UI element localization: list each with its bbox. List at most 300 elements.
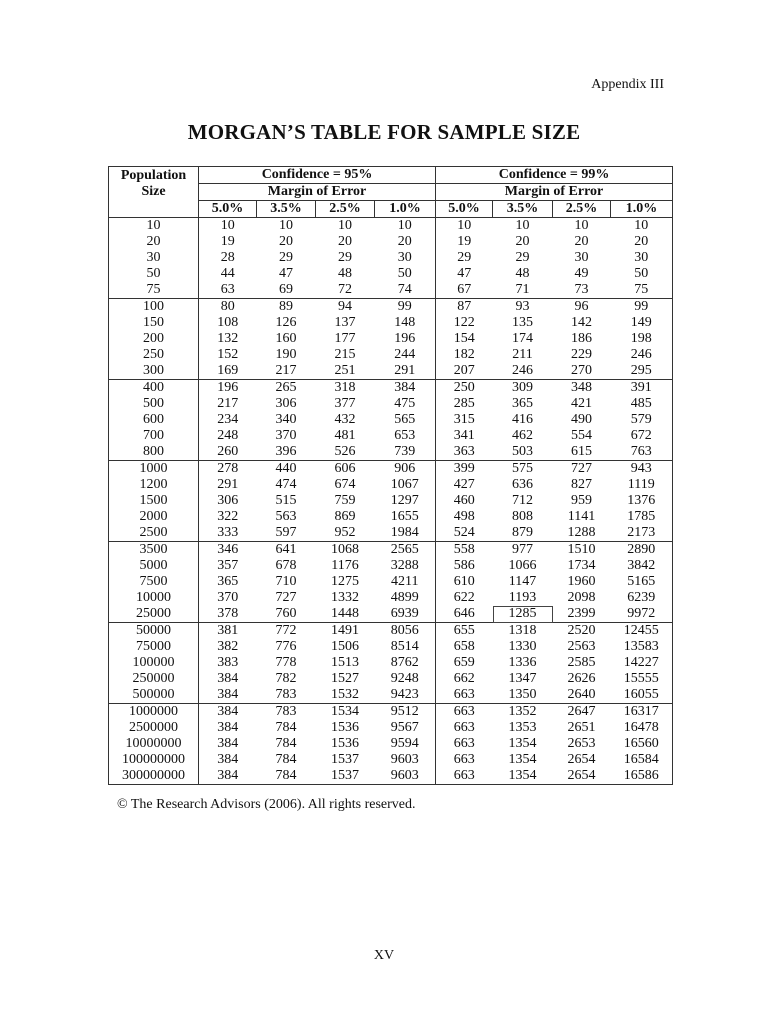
sample-size-cell: 30	[397, 250, 412, 265]
sample-size-cell: 1330	[508, 639, 537, 654]
sample-size-cell: 182	[436, 347, 493, 363]
sample-size-cell: 474	[275, 477, 297, 492]
population-cell: 200	[109, 331, 199, 347]
sample-size-cell: 30	[574, 250, 589, 265]
sample-size-cell: 29	[279, 250, 293, 265]
population-cell: 300	[109, 363, 199, 380]
sample-size-cell: 270	[553, 363, 611, 380]
sample-size-cell: 440	[275, 461, 297, 476]
sample-size-cell: 9603	[390, 752, 419, 767]
sample-size-cell: 69	[257, 282, 316, 299]
sample-size-cell: 427	[436, 477, 493, 493]
sample-size-cell: 47	[279, 266, 293, 281]
sample-size-cell: 2520	[567, 623, 596, 638]
sample-size-cell: 9423	[375, 687, 436, 704]
population-cell: 1000000	[109, 704, 199, 721]
sample-size-cell: 1068	[331, 542, 359, 557]
sample-size-cell: 1655	[390, 509, 419, 524]
sample-size-cell: 659	[436, 655, 493, 671]
table-row	[109, 299, 673, 316]
sample-size-cell: 485	[630, 396, 652, 411]
sample-size-cell: 322	[217, 509, 239, 524]
sample-size-cell: 663	[436, 704, 493, 721]
table-row	[109, 752, 673, 768]
sample-size-cell: 370	[275, 428, 297, 443]
population-cell: 700	[109, 428, 199, 444]
population-cell: 30	[109, 250, 199, 266]
sample-size-cell: 19	[220, 234, 235, 249]
confidence-99-header: Confidence = 99%	[436, 167, 673, 184]
sample-size-cell: 122	[436, 315, 493, 331]
margin-of-error-header-99: Margin of Error	[436, 184, 673, 201]
margin-of-error-header-95: Margin of Error	[199, 184, 436, 201]
sample-size-cell: 126	[275, 315, 297, 330]
sample-size-cell: 653	[394, 428, 416, 443]
sample-size-cell: 384	[217, 768, 239, 783]
sample-size-cell: 663	[436, 720, 493, 736]
sample-size-cell: 9248	[390, 671, 419, 686]
sample-size-cell: 1534	[331, 704, 359, 719]
sample-size-cell: 152	[217, 347, 239, 362]
sample-size-cell: 658	[436, 639, 493, 655]
population-cell: 50	[109, 266, 199, 282]
sample-size-cell: 99	[397, 299, 412, 314]
sample-size-cell: 396	[257, 444, 316, 461]
sample-size-cell: 13583	[623, 639, 659, 654]
sample-size-cell: 16055	[611, 687, 673, 704]
sample-size-cell: 160	[275, 331, 297, 346]
sample-size-cell: 1297	[390, 493, 419, 508]
sample-size-cell: 1354	[508, 736, 537, 751]
sample-size-cell: 2563	[567, 639, 596, 654]
sample-size-cell: 565	[394, 412, 416, 427]
sample-size-cell: 248	[217, 428, 239, 443]
sample-size-cell: 784	[275, 736, 297, 751]
sample-size-cell: 377	[334, 396, 356, 411]
sample-size-cell: 554	[571, 428, 593, 443]
sample-size-cell: 8056	[390, 623, 419, 638]
table-row	[109, 606, 673, 623]
sample-size-cell: 610	[436, 574, 493, 590]
sample-size-cell: 73	[553, 282, 611, 299]
sample-size-cell: 575	[512, 461, 534, 476]
sample-size-cell: 869	[334, 509, 356, 524]
sample-size-cell: 2654	[567, 752, 596, 767]
sample-size-cell: 217	[257, 363, 316, 380]
sample-size-cell: 763	[611, 444, 673, 461]
sample-size-cell: 135	[512, 315, 534, 330]
sample-size-cell: 432	[334, 412, 356, 427]
table-row	[109, 250, 673, 266]
sample-size-cell: 196	[217, 380, 239, 395]
sample-size-cell: 672	[630, 428, 652, 443]
table-body	[109, 218, 673, 785]
sample-size-cell: 75	[611, 282, 673, 299]
sample-size-cell: 30	[634, 250, 649, 265]
sample-size-cell: 2173	[611, 525, 673, 542]
sample-size-cell: 2565	[390, 542, 419, 557]
table-row	[109, 234, 673, 250]
sample-size-cell: 132	[217, 331, 239, 346]
sample-size-cell: 1734	[567, 558, 596, 573]
sample-size-cell: 384	[217, 671, 239, 686]
sample-size-cell: 1285	[493, 606, 553, 623]
sample-size-cell: 174	[512, 331, 534, 346]
sample-size-cell: 391	[630, 380, 652, 395]
sample-size-table	[108, 166, 673, 785]
table-row	[109, 623, 673, 640]
sample-size-cell: 597	[257, 525, 316, 542]
population-cell: 1200	[109, 477, 199, 493]
sample-size-cell: 1376	[627, 493, 656, 508]
sample-size-cell: 19	[436, 234, 493, 250]
sample-size-cell: 309	[512, 380, 534, 395]
sample-size-cell: 943	[630, 461, 652, 476]
population-cell: 2000	[109, 509, 199, 525]
sample-size-cell: 96	[574, 299, 589, 314]
sample-size-cell: 382	[217, 639, 239, 654]
sample-size-cell: 646	[436, 606, 493, 623]
sample-size-cell: 291	[217, 477, 239, 492]
sample-size-cell: 1176	[331, 558, 359, 573]
percent-header: 2.5%	[553, 201, 611, 218]
sample-size-cell: 421	[571, 396, 593, 411]
sample-size-cell: 348	[571, 380, 593, 395]
table-row	[109, 363, 673, 380]
sample-size-cell: 655	[436, 623, 493, 640]
sample-size-cell: 260	[199, 444, 257, 461]
sample-size-cell: 246	[630, 347, 652, 362]
sample-size-cell: 306	[275, 396, 297, 411]
sample-size-cell: 246	[493, 363, 553, 380]
sample-size-cell: 10	[515, 218, 530, 233]
sample-size-cell: 10	[397, 218, 412, 233]
sample-size-cell: 29	[515, 250, 530, 265]
sample-size-cell: 515	[275, 493, 297, 508]
sample-size-cell: 20	[634, 234, 649, 249]
sample-size-cell: 10	[279, 218, 293, 233]
sample-size-cell: 291	[375, 363, 436, 380]
table-row	[109, 412, 673, 428]
sample-size-cell: 778	[275, 655, 297, 670]
sample-size-cell: 727	[275, 590, 297, 605]
sample-size-cell: 784	[275, 768, 297, 783]
sample-size-cell: 1288	[553, 525, 611, 542]
sample-size-cell: 498	[436, 509, 493, 525]
sample-size-cell: 48	[515, 266, 530, 281]
sample-size-cell: 384	[217, 704, 239, 719]
sample-size-cell: 622	[436, 590, 493, 606]
sample-size-cell: 1354	[508, 752, 537, 767]
sample-size-cell: 2585	[567, 655, 596, 670]
population-cell: 250000	[109, 671, 199, 687]
table-row	[109, 687, 673, 704]
sample-size-cell: 1506	[331, 639, 359, 654]
sample-size-cell: 1354	[508, 768, 537, 783]
sample-size-cell: 10	[574, 218, 589, 233]
sample-size-cell: 177	[334, 331, 356, 346]
sample-size-cell: 285	[436, 396, 493, 412]
table-row	[109, 282, 673, 299]
population-cell: 600	[109, 412, 199, 428]
sample-size-cell: 2399	[553, 606, 611, 623]
sample-size-cell: 662	[436, 671, 493, 687]
sample-size-cell: 363	[436, 444, 493, 461]
population-cell: 20	[109, 234, 199, 250]
sample-size-cell: 1537	[331, 768, 359, 783]
population-cell: 500	[109, 396, 199, 412]
sample-size-cell: 384	[394, 380, 416, 395]
sample-size-cell: 1491	[331, 623, 359, 638]
sample-size-cell: 20	[279, 234, 293, 249]
sample-size-cell: 1350	[493, 687, 553, 704]
sample-size-cell: 4211	[391, 574, 419, 589]
sample-size-cell: 8514	[390, 639, 419, 654]
population-cell: 1500	[109, 493, 199, 509]
sample-size-cell: 50	[397, 266, 412, 281]
copyright-notice: © The Research Advisors (2006). All rights reserved.	[117, 797, 416, 812]
sample-size-cell: 190	[275, 347, 297, 362]
sample-size-cell: 20	[397, 234, 412, 249]
sample-size-cell: 169	[199, 363, 257, 380]
sample-size-cell: 3842	[627, 558, 656, 573]
sample-size-cell: 196	[394, 331, 416, 346]
population-cell: 250	[109, 347, 199, 363]
table-row	[109, 396, 673, 412]
sample-size-cell: 198	[630, 331, 652, 346]
sample-size-cell: 783	[275, 704, 297, 719]
sample-size-cell: 333	[199, 525, 257, 542]
sample-size-cell: 15555	[623, 671, 659, 686]
sample-size-cell: 1275	[331, 574, 359, 589]
sample-size-cell: 4899	[390, 590, 419, 605]
sample-size-cell: 1347	[508, 671, 537, 686]
sample-size-cell: 1785	[627, 509, 656, 524]
sample-size-cell: 663	[436, 752, 493, 768]
percent-header: 5.0%	[199, 201, 257, 218]
population-cell: 300000000	[109, 768, 199, 785]
sample-size-cell: 8762	[390, 655, 419, 670]
sample-size-cell: 306	[217, 493, 239, 508]
sample-size-cell: 9603	[390, 768, 419, 783]
population-cell: 2500	[109, 525, 199, 542]
sample-size-cell: 977	[512, 542, 534, 557]
sample-size-cell: 2651	[567, 720, 596, 735]
table-row	[109, 331, 673, 347]
sample-size-cell: 63	[199, 282, 257, 299]
population-cell: 10000000	[109, 736, 199, 752]
sample-size-cell: 2626	[567, 671, 596, 686]
sample-size-cell: 384	[217, 752, 239, 767]
population-header-line2: Size	[141, 184, 166, 199]
sample-size-cell: 1960	[567, 574, 596, 589]
sample-size-cell: 5165	[627, 574, 656, 589]
table-row	[109, 493, 673, 509]
sample-size-cell: 370	[217, 590, 239, 605]
sample-size-cell: 9594	[390, 736, 419, 751]
sample-size-cell: 784	[275, 752, 297, 767]
table-row	[109, 266, 673, 282]
population-cell: 50000	[109, 623, 199, 640]
sample-size-cell: 663	[436, 736, 493, 752]
sample-size-cell: 1537	[331, 752, 359, 767]
sample-size-cell: 772	[275, 623, 297, 638]
table-row	[109, 444, 673, 461]
page-number: XV	[373, 948, 395, 963]
sample-size-cell: 1532	[316, 687, 375, 704]
percent-header: 5.0%	[436, 201, 493, 218]
population-cell: 400	[109, 380, 199, 397]
sample-size-cell: 879	[493, 525, 553, 542]
sample-size-cell: 154	[436, 331, 493, 347]
sample-size-cell: 71	[493, 282, 553, 299]
sample-size-cell: 48	[338, 266, 352, 281]
sample-size-cell: 28	[220, 250, 235, 265]
sample-size-cell: 462	[512, 428, 534, 443]
sample-size-cell: 381	[217, 623, 239, 638]
sample-size-cell: 80	[220, 299, 235, 314]
sample-size-cell: 341	[436, 428, 493, 444]
sample-size-cell: 784	[275, 720, 297, 735]
table-row	[109, 525, 673, 542]
sample-size-cell: 384	[217, 736, 239, 751]
population-cell: 10	[109, 218, 199, 235]
sample-size-cell: 346	[217, 542, 239, 557]
sample-size-cell: 149	[630, 315, 652, 330]
sample-size-cell: 20	[574, 234, 589, 249]
sample-size-cell: 3288	[390, 558, 419, 573]
sample-size-cell: 215	[334, 347, 356, 362]
table-row	[109, 509, 673, 525]
sample-size-cell: 6239	[627, 590, 656, 605]
sample-size-cell: 50	[634, 266, 649, 281]
table-row	[109, 574, 673, 590]
sample-size-cell: 503	[493, 444, 553, 461]
sample-size-cell: 1536	[331, 720, 359, 735]
sample-size-cell: 2098	[567, 590, 596, 605]
sample-size-cell: 265	[275, 380, 297, 395]
sample-size-cell: 217	[217, 396, 239, 411]
page-title: MORGAN’S TABLE FOR SAMPLE SIZE	[187, 120, 581, 144]
table-row	[109, 542, 673, 559]
sample-size-cell: 1147	[508, 574, 537, 589]
percent-header: 1.0%	[611, 201, 673, 218]
sample-size-cell: 475	[394, 396, 416, 411]
population-cell: 2500000	[109, 720, 199, 736]
table-row	[109, 315, 673, 331]
sample-size-cell: 2890	[627, 542, 656, 557]
table-row	[109, 655, 673, 671]
sample-size-cell: 244	[394, 347, 416, 362]
sample-size-cell: 16586	[623, 768, 659, 783]
population-cell: 800	[109, 444, 199, 461]
table-row	[109, 477, 673, 493]
sample-size-cell: 606	[334, 461, 356, 476]
sample-size-cell: 727	[571, 461, 593, 476]
sample-size-cell: 378	[199, 606, 257, 623]
sample-size-cell: 710	[275, 574, 297, 589]
population-cell: 75	[109, 282, 199, 299]
sample-size-cell: 16478	[623, 720, 659, 735]
sample-size-cell: 1067	[390, 477, 419, 492]
sample-size-cell: 49	[574, 266, 589, 281]
sample-size-cell: 278	[217, 461, 239, 476]
sample-size-cell: 906	[394, 461, 416, 476]
sample-size-cell: 1448	[316, 606, 375, 623]
population-cell: 5000	[109, 558, 199, 574]
population-header-line1: Population	[120, 168, 187, 183]
sample-size-cell: 207	[436, 363, 493, 380]
sample-size-cell: 460	[436, 493, 493, 509]
table-row	[109, 704, 673, 721]
sample-size-cell: 1513	[331, 655, 359, 670]
sample-size-cell: 1193	[508, 590, 537, 605]
sample-size-cell: 739	[375, 444, 436, 461]
table-row	[109, 720, 673, 736]
population-size-header	[109, 167, 199, 218]
sample-size-cell: 776	[275, 639, 297, 654]
sample-size-cell: 186	[571, 331, 593, 346]
table-row	[109, 428, 673, 444]
sample-size-cell: 563	[275, 509, 297, 524]
sample-size-cell: 384	[217, 720, 239, 735]
sample-size-cell: 760	[257, 606, 316, 623]
sample-size-cell: 10	[220, 218, 235, 233]
sample-size-cell: 250	[436, 380, 493, 397]
population-cell: 1000	[109, 461, 199, 478]
population-cell: 100000000	[109, 752, 199, 768]
sample-size-cell: 636	[512, 477, 534, 492]
population-cell: 500000	[109, 687, 199, 704]
sample-size-cell: 318	[334, 380, 356, 395]
sample-size-cell: 94	[338, 299, 352, 314]
sample-size-cell: 641	[275, 542, 297, 557]
sample-size-cell: 9972	[611, 606, 673, 623]
sample-size-cell: 1352	[508, 704, 537, 719]
sample-size-cell: 759	[334, 493, 356, 508]
sample-size-cell: 663	[436, 768, 493, 785]
sample-size-cell: 10	[634, 218, 649, 233]
sample-size-cell: 678	[275, 558, 297, 573]
population-cell: 25000	[109, 606, 199, 623]
sample-size-cell: 20	[515, 234, 530, 249]
sample-size-cell: 524	[436, 525, 493, 542]
sample-size-cell: 399	[436, 461, 493, 478]
sample-size-cell: 663	[436, 687, 493, 704]
sample-size-cell: 20	[338, 234, 352, 249]
sample-size-cell: 1332	[331, 590, 359, 605]
sample-size-cell: 251	[316, 363, 375, 380]
sample-size-cell: 1066	[508, 558, 537, 573]
sample-size-cell: 712	[512, 493, 534, 508]
sample-size-cell: 1353	[508, 720, 537, 735]
percent-header: 3.5%	[257, 201, 316, 218]
sample-size-cell: 142	[571, 315, 593, 330]
sample-size-cell: 99	[634, 299, 649, 314]
sample-size-cell: 1336	[508, 655, 537, 670]
sample-size-cell: 29	[338, 250, 352, 265]
sample-size-cell: 783	[257, 687, 316, 704]
sample-size-cell: 10	[338, 218, 352, 233]
sample-size-cell: 674	[334, 477, 356, 492]
table-row	[109, 768, 673, 785]
sample-size-cell: 295	[611, 363, 673, 380]
sample-size-cell: 782	[275, 671, 297, 686]
sample-size-cell: 137	[334, 315, 356, 330]
sample-size-cell: 67	[436, 282, 493, 299]
sample-size-cell: 959	[571, 493, 593, 508]
sample-size-cell: 365	[512, 396, 534, 411]
